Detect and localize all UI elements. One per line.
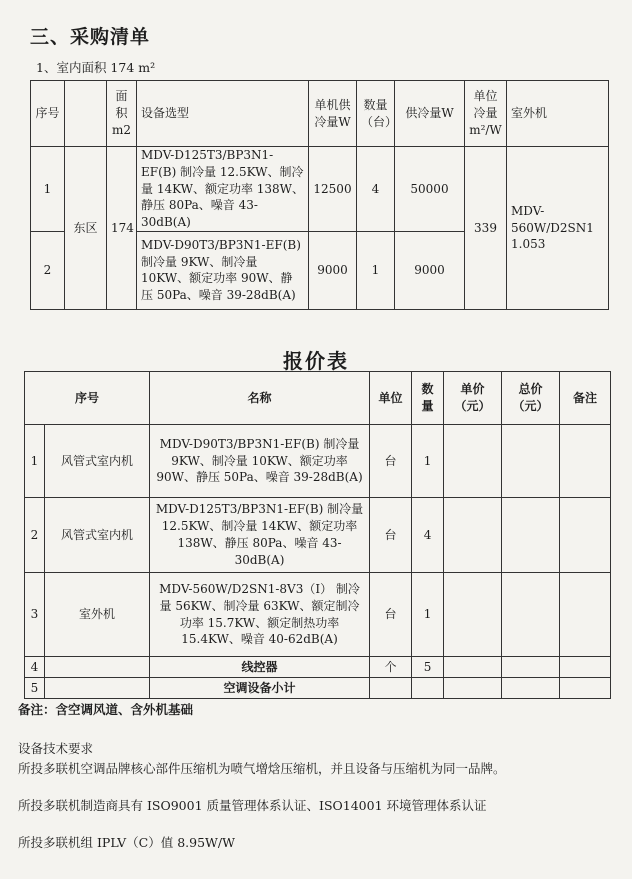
- unit-cooling-cell: 12500: [309, 147, 357, 232]
- row-seq: 5: [25, 678, 45, 699]
- header-area: 面积m2: [107, 81, 137, 147]
- table-row: [31, 147, 609, 232]
- zone-cell: 东区: [65, 147, 107, 310]
- item-name: 风管式室内机: [45, 498, 150, 573]
- item-unit: 台: [370, 573, 412, 657]
- header-seq: 序号: [31, 81, 65, 147]
- table-row: [25, 657, 611, 678]
- header-quantity: 数量（台）: [357, 81, 395, 147]
- header-zone: [65, 81, 107, 147]
- per-area-cell: 339: [465, 147, 507, 310]
- item-total-price: [502, 573, 560, 657]
- item-remark: [560, 573, 611, 657]
- header-model: 设备选型: [137, 81, 309, 147]
- item-quantity: 4: [412, 498, 444, 573]
- item-remark: [560, 425, 611, 498]
- table-row: [25, 425, 611, 498]
- header-seq: 序号: [25, 372, 150, 425]
- model-cell: MDV-D125T3/BP3N1-EF(B) 制冷量 12.5KW、制冷量 14KW、额定功率 138W、静压 80Pa、噪音 43-30dB(A): [137, 147, 309, 232]
- item-spec: MDV-D125T3/BP3N1-EF(B) 制冷量 12.5KW、制冷量 14KW、额定功率 138W、静压 80Pa、噪音 43-30dB(A): [150, 498, 370, 573]
- item-unit-price: [444, 573, 502, 657]
- quote-table-title: 报价表: [283, 349, 349, 373]
- row-seq: 2: [25, 498, 45, 573]
- table-row: [25, 498, 611, 573]
- item-quantity: 1: [412, 425, 444, 498]
- total-cooling-cell: 50000: [395, 147, 465, 232]
- section-title: 三、采购清单: [30, 26, 151, 48]
- row-seq: 1: [25, 425, 45, 498]
- indoor-area-label: 1、室内面积 174 m²: [36, 60, 156, 75]
- item-total-price: [502, 498, 560, 573]
- header-unit: 单位: [370, 372, 412, 425]
- row-seq: 2: [31, 231, 65, 309]
- header-per-area: 单位冷量m²/W: [465, 81, 507, 147]
- item-total-price: [502, 678, 560, 699]
- header-quantity: 数量: [412, 372, 444, 425]
- header-total-cooling: 供冷量W: [395, 81, 465, 147]
- header-total-price: 总价（元）: [502, 372, 560, 425]
- table-header-row: [31, 81, 609, 147]
- item-remark: [560, 678, 611, 699]
- unit-cooling-cell: 9000: [309, 231, 357, 309]
- outdoor-cell: MDV-560W/D2SN1 1.053: [507, 147, 609, 310]
- model-cell: MDV-D90T3/BP3N1-EF(B) 制冷量 9KW、制冷量 10KW、额定功率 90W、静压 50Pa、噪音 39-28dB(A): [137, 231, 309, 309]
- area-cell: 174: [107, 147, 137, 310]
- item-unit: [370, 678, 412, 699]
- quantity-cell: 4: [357, 147, 395, 232]
- item-name: [45, 678, 150, 699]
- item-quantity: [412, 678, 444, 699]
- item-spec: 线控器: [150, 657, 370, 678]
- item-name: [45, 657, 150, 678]
- item-spec: MDV-560W/D2SN1-8V3（I） 制冷量 56KW、制冷量 63KW、额定制冷功率 15.7KW、额定制热功率 15.4KW、噪音 40-62dB(A): [150, 573, 370, 657]
- item-unit: 台: [370, 498, 412, 573]
- header-unit-cooling: 单机供冷量W: [309, 81, 357, 147]
- quote-table: [24, 371, 611, 699]
- item-unit-price: [444, 425, 502, 498]
- row-seq: 1: [31, 147, 65, 232]
- table-row: [25, 678, 611, 699]
- header-remark: 备注: [560, 372, 611, 425]
- tech-title: 设备技术要求: [18, 741, 94, 756]
- row-seq: 3: [25, 573, 45, 657]
- header-name: 名称: [150, 372, 370, 425]
- quantity-cell: 1: [357, 231, 395, 309]
- item-total-price: [502, 657, 560, 678]
- total-cooling-cell: 9000: [395, 231, 465, 309]
- tech-line: 所投多联机组 IPLV（C）值 8.95W/W: [18, 835, 235, 850]
- purchase-list-table: [30, 80, 609, 310]
- item-unit: 个: [370, 657, 412, 678]
- item-total-price: [502, 425, 560, 498]
- tech-line: 所投多联机空调品牌核心部件压缩机为喷气增焓压缩机，并且设备与压缩机为同一品牌。: [18, 761, 506, 776]
- item-unit-price: [444, 498, 502, 573]
- item-spec: MDV-D90T3/BP3N1-EF(B) 制冷量 9KW、制冷量 10KW、额定功率 90W、静压 50Pa、噪音 39-28dB(A): [150, 425, 370, 498]
- header-outdoor: 室外机: [507, 81, 609, 147]
- item-quantity: 1: [412, 573, 444, 657]
- row-seq: 4: [25, 657, 45, 678]
- table-header-row: [25, 372, 611, 425]
- item-quantity: 5: [412, 657, 444, 678]
- item-name: 室外机: [45, 573, 150, 657]
- item-name: 风管式室内机: [45, 425, 150, 498]
- item-spec: 空调设备小计: [150, 678, 370, 699]
- item-remark: [560, 657, 611, 678]
- item-remark: [560, 498, 611, 573]
- note-text: 备注：含空调风道、含外机基础: [18, 702, 194, 717]
- item-unit-price: [444, 657, 502, 678]
- item-unit: 台: [370, 425, 412, 498]
- header-unit-price: 单价（元）: [444, 372, 502, 425]
- item-unit-price: [444, 678, 502, 699]
- tech-line: 所投多联机制造商具有 ISO9001 质量管理体系认证、ISO14001 环境管理体系认证: [18, 798, 487, 813]
- table-row: [25, 573, 611, 657]
